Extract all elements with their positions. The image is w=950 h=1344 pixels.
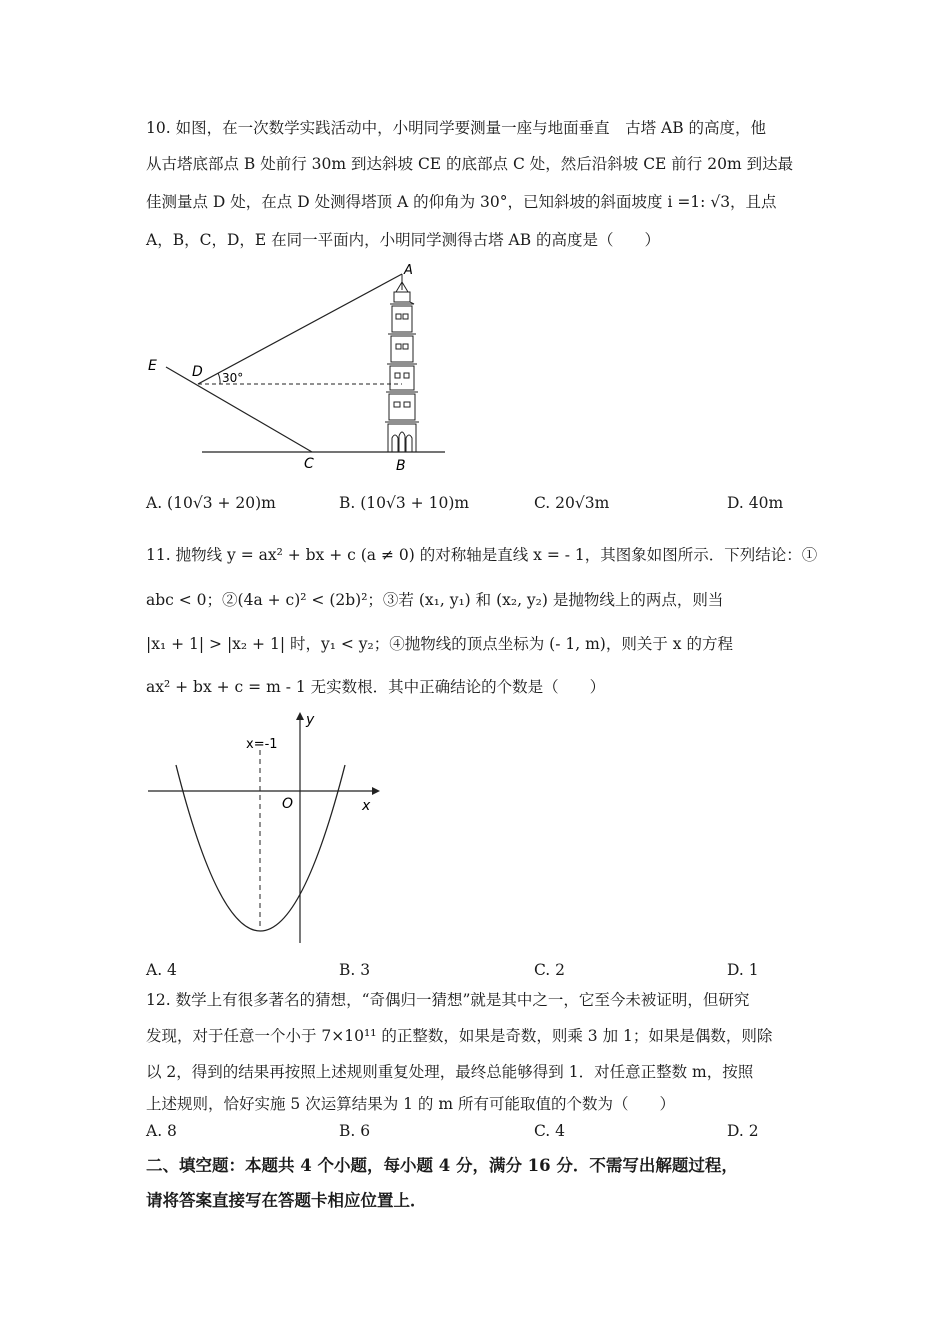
label-origin: O bbox=[282, 796, 294, 812]
label-x-axis: x bbox=[362, 798, 371, 814]
q11-option-b[interactable]: B. 3 bbox=[339, 961, 371, 979]
q11-option-d[interactable]: D. 1 bbox=[727, 961, 759, 979]
q10-option-c[interactable]: C. 20√3m bbox=[534, 494, 610, 512]
q11-options bbox=[146, 961, 816, 991]
q10-option-a[interactable]: A. (10√3 + 20)m bbox=[146, 494, 276, 512]
parabola-figure bbox=[140, 708, 390, 953]
q12-option-d[interactable]: D. 2 bbox=[727, 1122, 759, 1140]
y-axis-arrow bbox=[296, 712, 304, 720]
sight-line-da bbox=[198, 274, 402, 384]
q11-line-3: |x₁ + 1| > |x₂ + 1| 时，y₁ < y₂；④抛物线的顶点坐标为 (- 1, m)，则关于 x 的方程 bbox=[146, 635, 733, 653]
q10-options bbox=[146, 494, 816, 524]
label-b: B bbox=[396, 458, 406, 474]
tower-slope-figure bbox=[140, 262, 470, 477]
q12-option-b[interactable]: B. 6 bbox=[339, 1122, 371, 1140]
q10-line-4: A，B，C，D，E 在同一平面内，小明同学测得古塔 AB 的高度是（ ） bbox=[146, 231, 661, 249]
label-angle: 30° bbox=[222, 371, 244, 385]
q12-line-3: 以 2，得到的结果再按照上述规则重复处理，最终总能够得到 1．对任意正整数 m，按照 bbox=[146, 1063, 754, 1081]
angle-arc bbox=[218, 373, 220, 384]
label-c: C bbox=[304, 456, 314, 472]
q11-option-a[interactable]: A. 4 bbox=[146, 961, 177, 979]
label-e: E bbox=[148, 358, 157, 374]
q12-option-c[interactable]: C. 4 bbox=[534, 1122, 566, 1140]
label-d: D bbox=[192, 364, 203, 380]
q12-line-4: 上述规则，恰好实施 5 次运算结果为 1 的 m 所有可能取值的个数为（ ） bbox=[146, 1095, 675, 1113]
q10-line-2: 从古塔底部点 B 处前行 30m 到达斜坡 CE 的底部点 C 处，然后沿斜坡 CE 前行 20m 到达最 bbox=[146, 155, 794, 173]
q10-option-b[interactable]: B. (10√3 + 10)m bbox=[339, 494, 470, 512]
q11-line-2: abc < 0；②(4a + c)² < (2b)²；③若 (x₁, y₁) 和 (x₂, y₂) 是抛物线上的两点，则当 bbox=[146, 591, 724, 609]
label-symmetry: x=-1 bbox=[246, 737, 278, 752]
q12-line-2: 发现，对于任意一个小于 7×10¹¹ 的正整数，如果是奇数，则乘 3 加 1；如果是偶数，则除 bbox=[146, 1027, 773, 1045]
x-axis-arrow bbox=[372, 787, 380, 795]
label-y-axis: y bbox=[306, 712, 315, 728]
q12-option-a[interactable]: A. 8 bbox=[146, 1122, 177, 1140]
q12-options bbox=[146, 1122, 816, 1152]
q10-line-3: 佳测量点 D 处，在点 D 处测得塔顶 A 的仰角为 30°，已知斜坡的斜面坡度 i =1: √3，且点 bbox=[146, 193, 777, 211]
q11-option-c[interactable]: C. 2 bbox=[534, 961, 566, 979]
q12-line-1: 12. 数学上有很多著名的猜想，“奇偶归一猜想”就是其中之一，它至今未被证明，但研究 bbox=[146, 991, 750, 1009]
section2-heading-line-2: 请将答案直接写在答题卡相应位置上． bbox=[146, 1191, 427, 1210]
q11-line-1: 11. 抛物线 y = ax² + bx + c (a ≠ 0) 的对称轴是直线 x = - 1，其图象如图所示．下列结论：① bbox=[146, 546, 818, 564]
section2-heading-line-1: 二、填空题：本题共 4 个小题，每小题 4 分，满分 16 分．不需写出解题过程， bbox=[146, 1156, 738, 1175]
tower-drawing bbox=[385, 274, 419, 452]
q10-line-1: 10. 如图，在一次数学实践活动中，小明同学要测量一座与地面垂直 古塔 AB 的高度，他 bbox=[146, 119, 767, 137]
label-a: A bbox=[404, 263, 413, 278]
q10-option-d[interactable]: D. 40m bbox=[727, 494, 784, 512]
q11-line-4: ax² + bx + c = m - 1 无实数根．其中正确结论的个数是（ ） bbox=[146, 678, 606, 696]
